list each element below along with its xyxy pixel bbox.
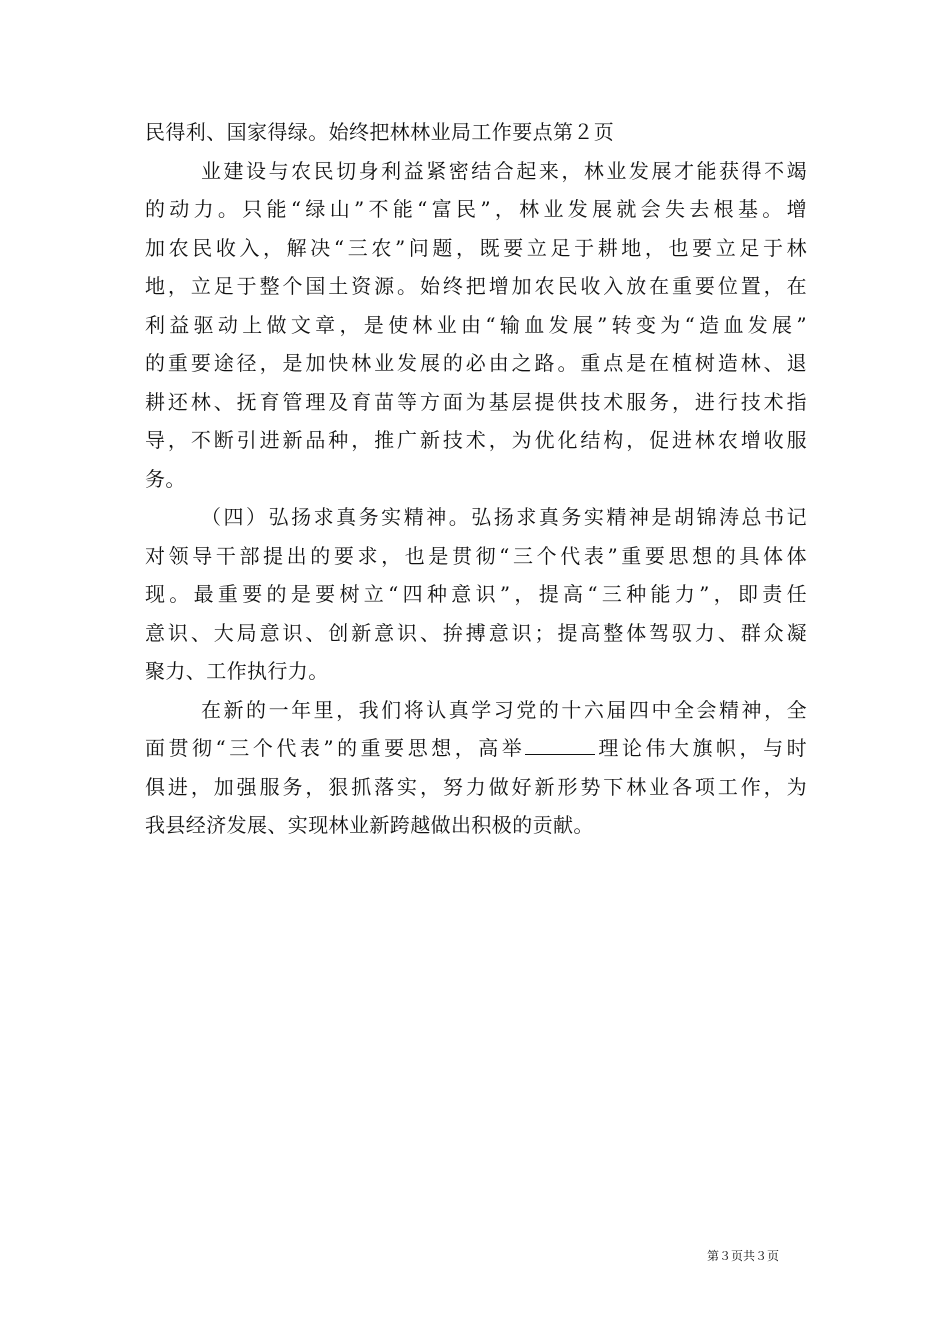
page-footer: 第３页共３页 (707, 1249, 780, 1263)
text-line-5: 地，立足于整个国土资源。始终把增加农民收入放在重要位置，在 (145, 274, 807, 298)
text-line-4: 加农民收入，解决“三农”问题，既要立足于耕地，也要立足于林 (145, 235, 807, 260)
text-line-19: 我县经济发展、实现林业新跨越做出积极的贡献。 (145, 813, 594, 837)
text-line-17-after: 理论伟大旗帜，与时 (595, 736, 807, 760)
text-line-17-before: 面贯彻“三个代表”的重要思想，高举 (145, 736, 526, 760)
text-line-13: 现。最重要的是要树立“四种意识”，提高“三种能力”，即责任 (145, 582, 807, 606)
text-line-16: 在新的一年里，我们将认真学习党的十六届四中全会精神，全 (201, 697, 807, 722)
text-line-10: 务。 (145, 466, 186, 491)
text-line-1: 民得利、国家得绿。始终把林林业局工作要点第２页 (145, 120, 615, 144)
text-line-17 (145, 729, 807, 768)
text-line-12: 对领导干部提出的要求，也是贯彻“三个代表”重要思想的具体体 (145, 543, 807, 568)
text-line-3: 的动力。只能“绿山”不能“富民”，林业发展就会失去根基。增 (145, 197, 807, 221)
text-line-8: 耕还林、抚育管理及育苗等方面为基层提供技术服务，进行技术指 (145, 389, 807, 414)
text-line-6: 利益驱动上做文章，是使林业由“输血发展”转变为“造血发展” (145, 312, 807, 337)
text-line-7: 的重要途径，是加快林业发展的必由之路。重点是在植树造林、退 (145, 351, 807, 375)
text-line-14: 意识、大局意识、创新意识、拚搏意识；提高整体驾驭力、群众凝 (145, 620, 807, 645)
text-line-15: 聚力、工作执行力。 (145, 659, 329, 683)
text-line-2: 业建设与农民切身利益紧密结合起来，林业发展才能获得不竭 (201, 158, 807, 183)
text-line-18: 俱进，加强服务，狠抓落实，努力做好新形势下林业各项工作，为 (145, 774, 807, 799)
document-body (145, 113, 807, 845)
text-line-9: 导，不断引进新品种，推广新技术，为优化结构，促进林农增收服 (145, 428, 807, 452)
fill-in-blank (525, 736, 595, 755)
text-line-11: （四）弘扬求真务实精神。弘扬求真务实精神是胡锦涛总书记 (201, 505, 807, 529)
